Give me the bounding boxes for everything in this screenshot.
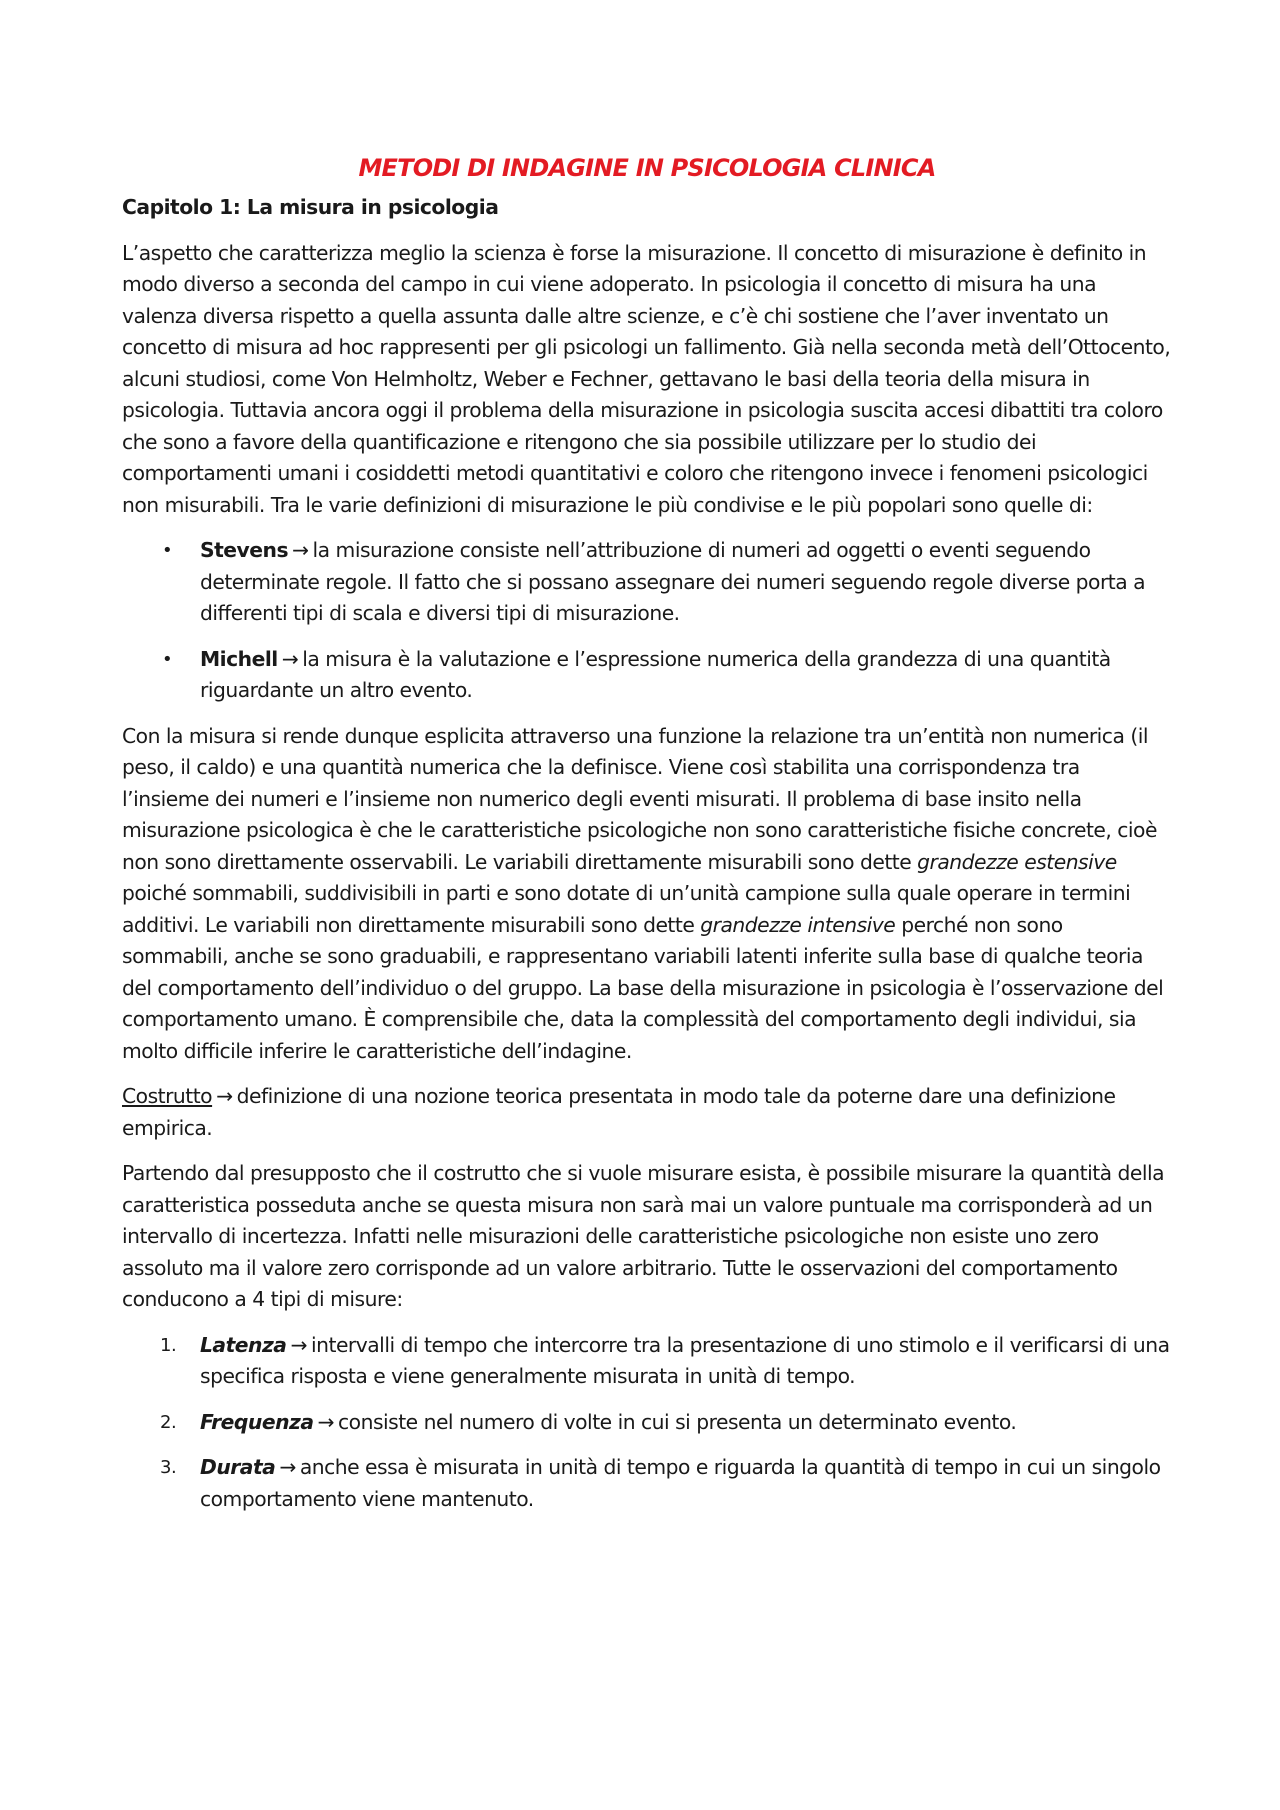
arrow-right-icon: → <box>216 1084 233 1108</box>
paragraph-text: perché non sono sommabili, anche se sono graduabili, e rappresentano variabili latenti inferite sulla base di qualche teoria del comportamento dell’individuo o del gruppo. La base della misurazione in psicologia è l’osservazione del comportamento umano. È comprensibile che, data la complessità del comportamento degli individui, sia molto difficile inferire le caratteristiche dell’indagine. <box>122 912 1164 1063</box>
emphasis-text: grandezze intensive <box>700 912 896 937</box>
list-number: 3. <box>160 1457 177 1478</box>
measures-list <box>122 1330 1172 1516</box>
measure-text: anche essa è misurata in unità di tempo e riguarda la quantità di tempo in cui un singolo comportamento viene mantenuto. <box>200 1455 1161 1511</box>
arrow-right-icon: → <box>292 538 309 562</box>
arrow-right-icon: → <box>279 1455 296 1479</box>
emphasis-text: grandezze estensive <box>917 849 1117 874</box>
measure-term: Durata <box>200 1455 276 1479</box>
list-number: 1. <box>160 1334 177 1356</box>
arrow-right-icon: → <box>281 646 299 671</box>
document-title: METODI DI INDAGINE IN PSICOLOGIA CLINICA <box>358 154 936 182</box>
arrow-right-icon: → <box>290 1332 307 1357</box>
list-item <box>200 644 1172 707</box>
measure-text: consiste nel numero di volte in cui si presenta un determinato evento. <box>338 1409 1017 1434</box>
measure-term: Latenza <box>200 1332 287 1357</box>
paragraph-text: poiché sommabili, suddivisibili in parti e sono dotate di un’unità campione sulla quale operare in termini additivi. Le variabili non direttamente misurabili sono dette <box>122 881 1131 937</box>
measure-term: Frequenza <box>200 1409 314 1434</box>
arrow-right-icon: → <box>317 1409 335 1434</box>
measurement-paragraph <box>122 721 1172 1068</box>
list-item <box>160 1407 1172 1439</box>
definition-text: la misurazione consiste nell’attribuzione di numeri ad oggetti o eventi seguendo determinate regole. Il fatto che si possano assegnare dei numeri seguendo regole diverse porta a differenti tipi di scala e diversi tipi di misurazione. <box>200 538 1146 625</box>
list-item <box>200 535 1172 630</box>
intro-paragraph: L’aspetto che caratterizza meglio la scienza è forse la misurazione. Il concetto di misurazione è definito in modo diverso a seconda del campo in cui viene adoperato. In psicologia il concetto di misura ha una valenza diversa rispetto a quella assunta dalle altre scienze, e c’è chi sostiene che l’aver inventato un concetto di misura ad hoc rappresenti per gli psicologi un fallimento. Già nella seconda metà dell’Ottocento, alcuni studiosi, come Von Helmholtz, Weber e Fechner, gettavano le basi della teoria della misura in psicologia. Tuttavia ancora oggi il problema della misurazione in psicologia suscita accesi dibattiti tra coloro che sono a favore della quantificazione e ritengono che sia possibile utilizzare per lo studio dei comportamenti umani i cosiddetti metodi quantitativi e coloro che ritengono invece i fenomeni psicologici non misurabili. Tra le varie definizioni di misurazione le più condivise e le più popolari sono quelle di: <box>122 240 1171 517</box>
definitions-list <box>122 535 1172 707</box>
list-item <box>160 1330 1172 1393</box>
construct-text: definizione di una nozione teorica presentata in modo tale da poterne dare una definizione empirica. <box>122 1084 1116 1140</box>
construct-definition <box>122 1081 1172 1144</box>
uncertainty-paragraph: Partendo dal presupposto che il costrutto che si vuole misurare esista, è possibile misurare la quantità della caratteristica posseduta anche se questa misura non sarà mai un valore puntuale ma corrisponderà ad un intervallo di incertezza. Infatti nelle misurazioni delle caratteristiche psicologiche non esiste uno zero assoluto ma il valore zero corrisponde ad un valore arbitrario. Tutte le osservazioni del comportamento conducono a 4 tipi di misure: <box>122 1161 1165 1311</box>
list-item <box>160 1452 1172 1515</box>
list-number: 2. <box>160 1411 177 1433</box>
definition-term: Stevens <box>200 538 289 562</box>
definition-term: Michell <box>200 646 278 671</box>
definition-text: la misura è la valutazione e l’espressione numerica della grandezza di una quantità riguardante un altro evento. <box>200 646 1111 702</box>
document-page <box>122 150 1172 1529</box>
paragraph-text: Con la misura si rende dunque esplicita attraverso una funzione la relazione tra un’entità non numerica (il peso, il caldo) e una quantità numerica che la definisce. Viene così stabilita una corrispondenza tra l’insieme dei numeri e l’insieme non numerico degli eventi misurati. Il problema di base insito nella misurazione psicologica è che le caratteristiche psicologiche non sono caratteristiche fisiche concrete, cioè non sono direttamente osservabili. Le variabili direttamente misurabili sono dette <box>122 723 1157 874</box>
measure-text: intervalli di tempo che intercorre tra la presentazione di uno stimolo e il verificarsi di una specifica risposta e viene generalmente misurata in unità di tempo. <box>200 1332 1170 1388</box>
construct-term: Costrutto <box>122 1084 213 1108</box>
chapter-heading: Capitolo 1: La misura in psicologia <box>122 195 499 219</box>
